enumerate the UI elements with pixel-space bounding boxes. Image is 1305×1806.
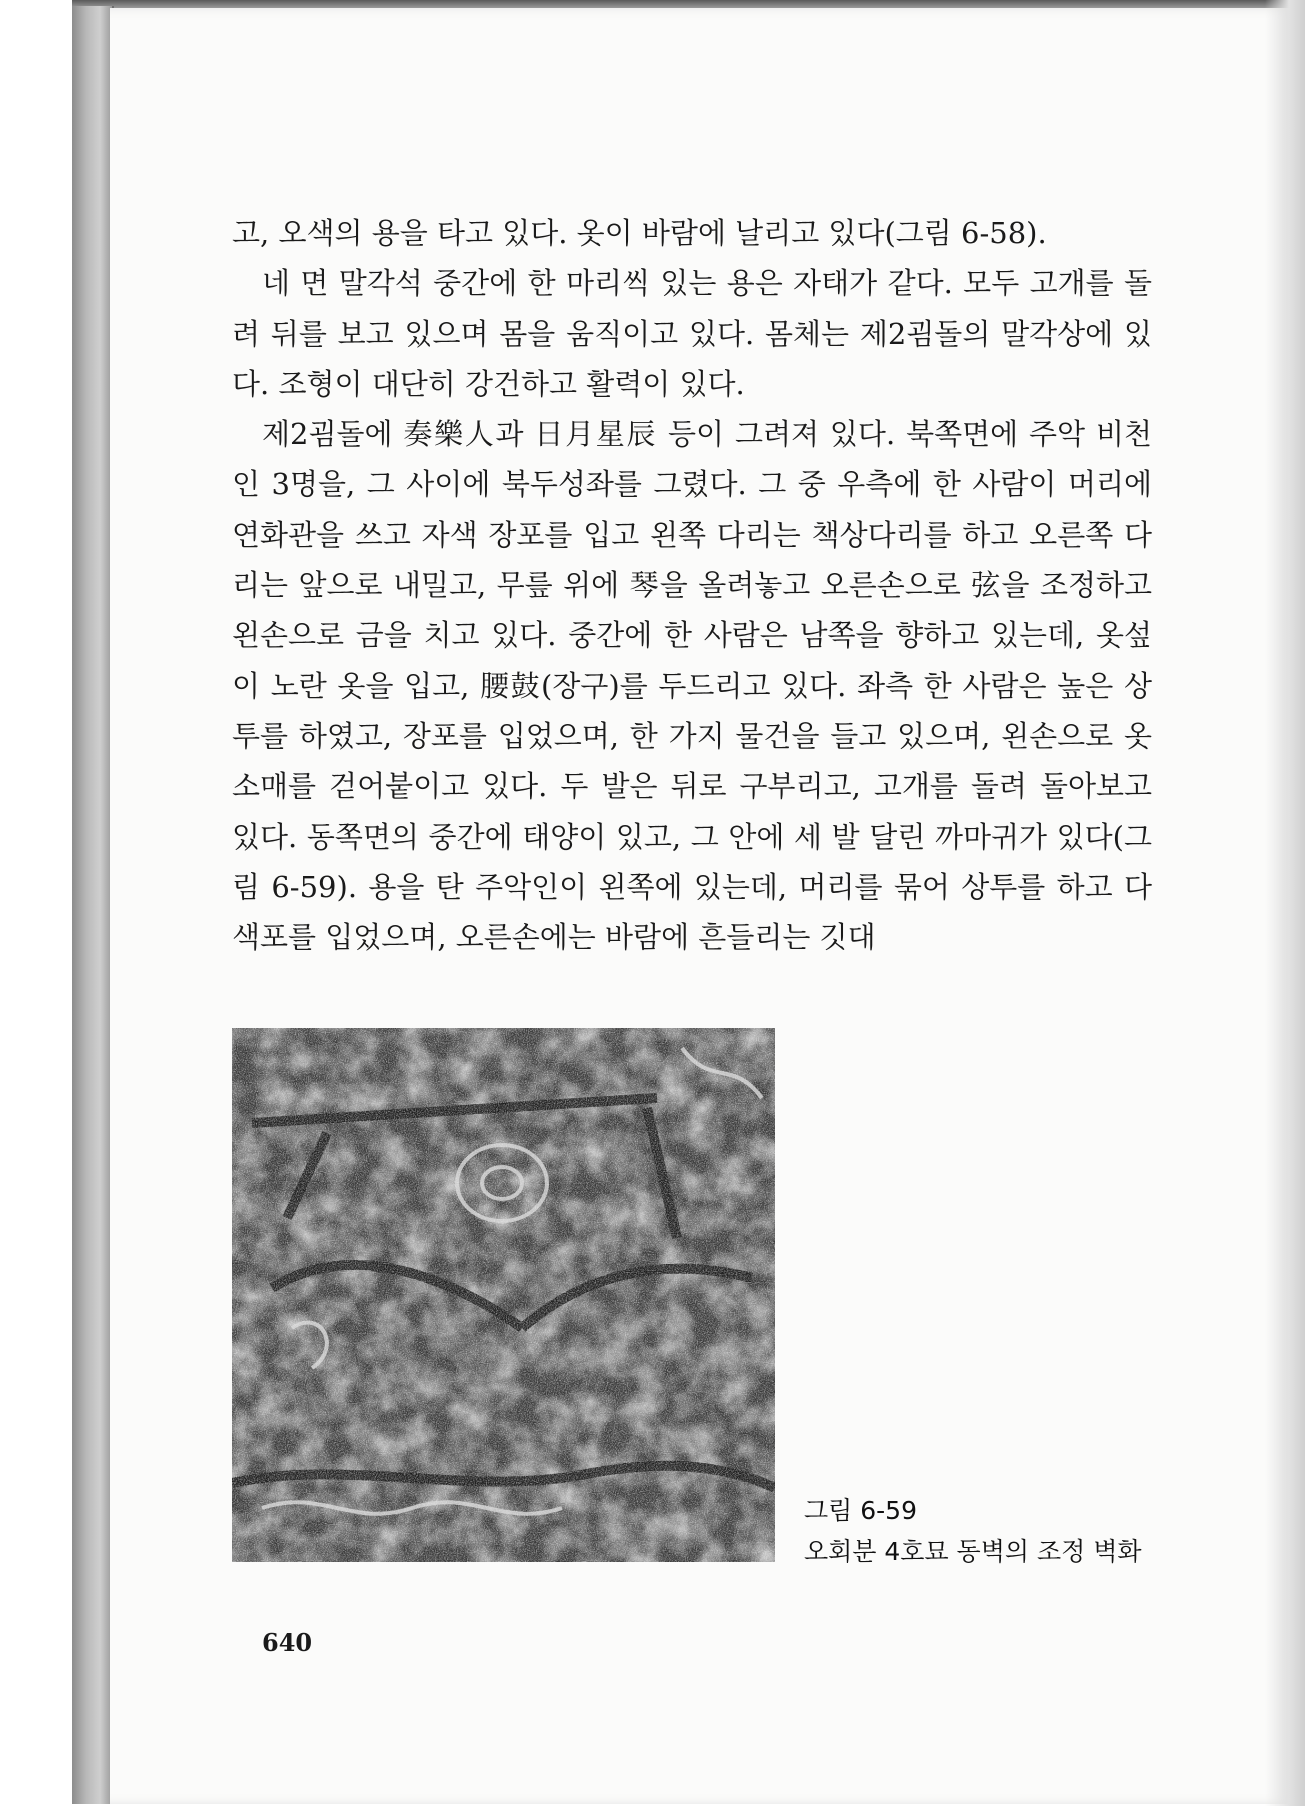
- figure-caption: [804, 1490, 1142, 1572]
- paragraph-1: 고, 오색의 용을 타고 있다. 옷이 바람에 날리고 있다(그림 6-58).: [232, 216, 1047, 250]
- page-number: 640: [262, 1628, 313, 1657]
- book-top-edge: [72, 0, 1305, 8]
- mural-photograph-image: [232, 1028, 775, 1562]
- page-right-shadow: [1265, 0, 1305, 1806]
- figure-title: 오회분 4호묘 동벽의 조정 벽화: [804, 1537, 1142, 1566]
- body-text: [232, 208, 1152, 962]
- paragraph-3: 제2굄돌에 奏樂人과 日月星辰 등이 그려져 있다. 북쪽면에 주악 비천인 3명을, 그 사이에 북두성좌를 그렸다. 그 중 우측에 한 사람이 머리에 연화관을 쓰고 자색 장포를 입고 왼쪽 다리는 책상다리를 하고 오른쪽 다리는 앞으로 내밀고, 무릎 위에 琴을 올려놓고 오른손으로 弦을 조정하고 왼손으로 금을 치고 있다. 중간에 한 사람은 남쪽을 향하고 있는데, 옷섶이 노란 옷을 입고, 腰鼓(장구)를 두드리고 있다. 좌측 한 사람은 높은 상투를 하였고, 장포를 입었으며, 한 가지 물건을 들고 있으며, 왼손으로 옷소매를 걷어붙이고 있다. 두 발은 뒤로 구부리고, 고개를 돌려 돌아보고 있다. 동쪽면의 중간에 태양이 있고, 그 안에 세 발 달린 까마귀가 있다(그림 6-59). 용을 탄 주악인이 왼쪽에 있는데, 머리를 묶어 상투를 하고 다색포를 입었으며, 오른손에는 바람에 흔들리는 깃대: [232, 417, 1152, 955]
- paragraph-2: 네 면 말각석 중간에 한 마리씩 있는 용은 자태가 같다. 모두 고개를 돌려 뒤를 보고 있으며 몸을 움직이고 있다. 몸체는 제2굄돌의 말각상에 있다. 조형이 대단히 강건하고 활력이 있다.: [232, 266, 1152, 401]
- book-spine-edge: [72, 6, 114, 1804]
- figure-number: 그림 6-59: [804, 1496, 917, 1525]
- mural-photograph: [232, 1028, 775, 1562]
